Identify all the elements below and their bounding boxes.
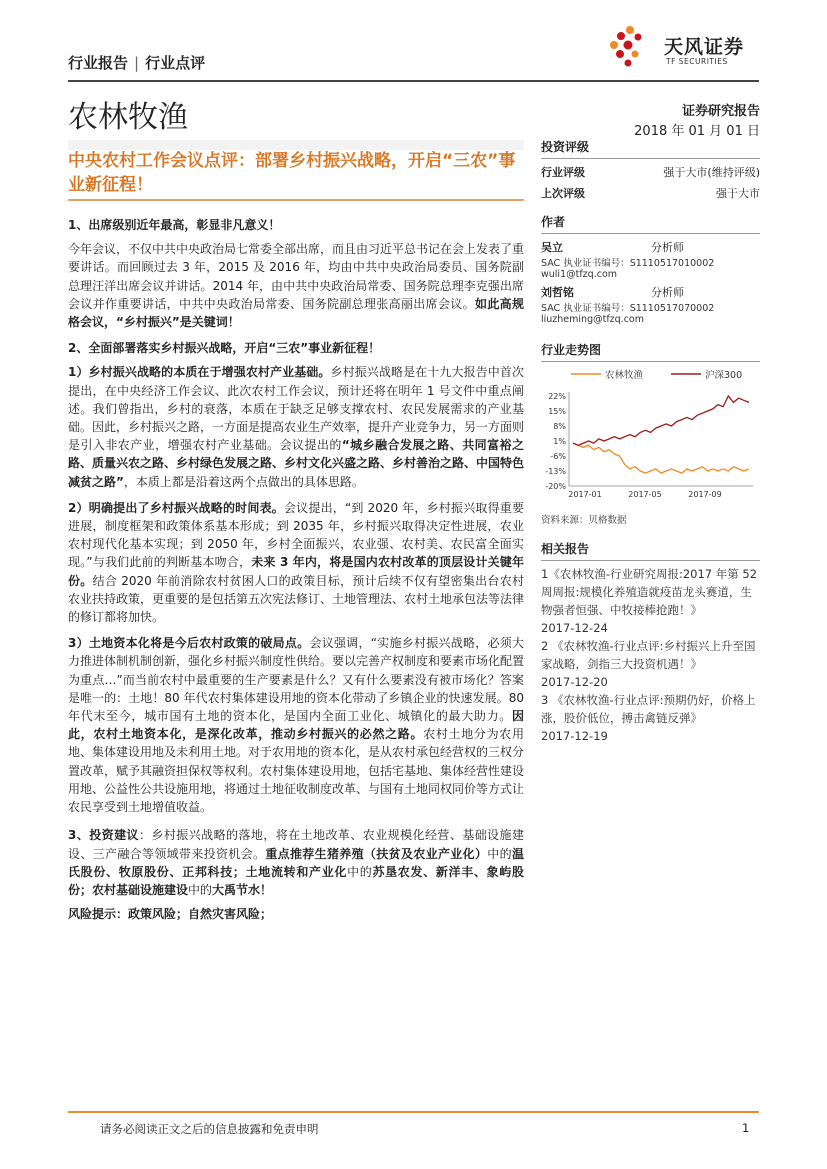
analyst-sac: SAC 执业证书编号：S1110517070002 — [541, 303, 715, 314]
breadcrumb-commentary: 行业点评 — [145, 54, 206, 72]
analyst-name: 吴立 — [541, 241, 563, 254]
sector-title: 农林牧渔 — [68, 100, 188, 135]
section-1-highlight: 如此高规格会议，“乡村振兴”是关键词！ — [68, 296, 524, 330]
point-2-heading: 2）明确提出了乡村振兴战略的时间表。 — [68, 500, 284, 515]
analyst-title: 分析师 — [651, 241, 684, 254]
author-divider — [541, 233, 760, 234]
related-divider — [541, 560, 760, 561]
breadcrumb-report: 行业报告 — [68, 54, 129, 72]
related-item[interactable] — [541, 637, 760, 691]
related-item[interactable] — [541, 565, 760, 637]
related-item-date: 2017-12-24 — [541, 621, 608, 635]
legend-label: 沪深300 — [705, 370, 743, 381]
series-line — [573, 396, 749, 445]
breadcrumb — [68, 52, 205, 73]
point-1-heading: 1）乡村振兴战略的本质在于增强农村产业基础。 — [68, 365, 331, 380]
related-item-title[interactable]: 1《农林牧渔-行业研究周报:2017 年第 52 周周报:规模化养殖造就疫苗龙头赛道，生物强者恒强、中牧接棒抢跑！》 — [541, 567, 758, 617]
point-1-highlight: “城乡融合发展之路、共同富裕之路、质量兴农之路、乡村绿色发展之路、乡村文化兴盛之路、乡村善治之路、中国特色减贫之路” — [68, 438, 525, 489]
y-tick-label: 8% — [553, 422, 566, 431]
analyst-title: 分析师 — [651, 286, 684, 299]
related-heading: 相关报告 — [541, 542, 590, 556]
report-body — [68, 208, 524, 929]
analyst-sac: SAC 执业证书编号：S1110517010002 — [541, 258, 715, 269]
y-tick-label: 15% — [548, 407, 566, 416]
related-item-date: 2017-12-19 — [541, 729, 608, 743]
trend-panel — [541, 341, 760, 362]
x-tick-label: 2017-01 — [568, 490, 602, 499]
section-2-heading: 2、全面部署落实乡村振兴战略，开启“三农”事业新征程！ — [68, 341, 381, 356]
report-date: 2018 年 01 月 01 日 — [634, 124, 760, 139]
x-tick-label: 2017-05 — [628, 490, 662, 499]
header-divider — [68, 80, 759, 82]
related-item-title[interactable]: 3 《农林牧渔-行业点评:预期仍好，价格上涨，股价低位，搏击禽链反弹》 — [541, 693, 756, 725]
industry-trend-chart — [541, 362, 760, 502]
investment-advice-heading: 3、投资建议 — [68, 828, 139, 843]
rating-divider — [541, 158, 760, 159]
tf-securities-logo — [608, 22, 668, 72]
y-tick-label: -13% — [545, 467, 566, 476]
analyst-card — [541, 239, 760, 280]
point-2-paragraph: 2）明确提出了乡村振兴战略的时间表。会议提出，“到 2020 年，乡村振兴取得重要进展，制度框架和政策体系基本形成；到 2035 年，乡村振兴取得决定性进展，农业农村现代化基本实现；到 2050 年，乡村全面振兴，农业强、农村美、农民富全面实现。”与我们此前的判断基本吻合，未来 3 年内，将是国内农村改革的顶层设计关键年份。结合 2020 年前消除农村贫困人口的政策目标，预计后续不仅有望密集出台农村农业扶持政策，更重要的是包括第五次宪法修订、土地管理法、农村土地承包法等法律的修订都将加快。 — [68, 500, 525, 625]
related-item[interactable] — [541, 691, 760, 745]
report-title: 中央农村工作会议点评：部署乡村振兴战略，开启“三农”事业新征程！ — [68, 151, 516, 195]
prev-rating-label: 上次评级 — [541, 187, 585, 200]
breadcrumb-separator: | — [134, 54, 140, 72]
footer-divider — [68, 1111, 759, 1113]
y-tick-label: -20% — [545, 482, 566, 491]
author-heading: 作者 — [541, 215, 566, 229]
related-item-title[interactable]: 2 《农林牧渔-行业点评:乡村振兴上升至国家战略，剑指三大投资机遇！》 — [541, 639, 756, 671]
y-tick-label: 22% — [548, 392, 566, 401]
industry-rating-label: 行业评级 — [541, 166, 585, 179]
chart-source: 资料来源：贝格数据 — [541, 515, 627, 526]
risk-warning: 风险提示：政策风险；自然灾害风险； — [68, 907, 273, 922]
logo-name-en: TF SECURITIES — [666, 57, 728, 66]
y-tick-label: 1% — [553, 437, 566, 446]
y-tick-label: -6% — [550, 452, 566, 461]
page-number: 1 — [742, 1121, 750, 1135]
footer-disclaimer: 请务必阅读正文之后的信息披露和免责申明 — [100, 1122, 319, 1136]
rating-heading: 投资评级 — [541, 140, 590, 154]
title-divider — [68, 199, 524, 201]
point-3-heading: 3）土地资本化将是今后农村政策的破局点。 — [68, 636, 310, 651]
author-panel — [541, 213, 760, 325]
related-panel — [541, 540, 760, 745]
trend-heading: 行业走势图 — [541, 343, 602, 357]
report-type: 证券研究报告 — [681, 104, 760, 119]
section-1-heading: 1、出席级别近年最高，彰显非凡意义！ — [68, 218, 281, 232]
logo-name-cn: 天风证券 — [664, 36, 745, 58]
point-2-highlight: 未来 3 年内，将是国内农村改革的顶层设计关键年份。 — [68, 555, 524, 588]
investment-advice-paragraph: 3、投资建议：乡村振兴战略的落地，将在土地改革、农业规模化经营、基础设施建设、三产融合等领域带来投资机会。重点推荐生猪养殖（扶贫及农业产业化）中的温氏股份、牧原股份、正邦科技；土地流转和产业化中的苏垦农发、新洋丰、象屿股份；农村基础设施建设中的大禹节水！ — [68, 828, 524, 897]
prev-rating-row — [541, 185, 760, 201]
point-3-paragraph: 3）土地资本化将是今后农村政策的破局点。会议强调，“实施乡村振兴战略，必须大力推进体制机制创新，强化乡村振兴制度性供给。要以完善产权制度和要素市场化配置为重点…”而当前农村中最重要的生产要素是什么？又有什么要素没有被市场化？答案是唯一的：土地！80 年代农村集体建设用地的资本化带动了乡镇企业的快速发展。80 年代末至今，城市国有土地的资本化，是国内全面工业化、城镇化的最大助力。因此，农村土地资本化，是深化改革，推动乡村振兴的必然之路。农村土地分为农用地、集体建设用地及未利用土地。对于农用地的资本化，是从农村承包经营权的三权分置改革，赋予其融资担保权等权利。农村集体建设用地，包括宅基地、集体经营性建设用地、公益性公共设施用地，将通过土地征收制度改革、与国有土地同权同价等方式让农民享受到土地增值收益。 — [68, 636, 525, 815]
series-line — [573, 443, 749, 473]
analyst-name: 刘哲铭 — [541, 286, 574, 299]
prev-rating-value: 强于大市 — [716, 187, 760, 200]
analyst-email[interactable]: wuli1@tfzq.com — [541, 269, 618, 280]
point-1-paragraph: 1）乡村振兴战略的本质在于增强农村产业基础。乡村振兴战略是在十九大报告中首次提出，在中央经济工作会议、此次农村工作会议，预计还将在明年 1 号文件中重点阐述。我们曾指出，乡村的衰落，本质在于缺乏足够支撑农村、农民发展需求的产业基础。因此，乡村振兴之路，一方面是提高农业生产效率，提升产业竞争力，另一方面则是引入非农产业，增强农村产业基础。会议提出的“城乡融合发展之路、共同富裕之路、质量兴农之路、乡村绿色发展之路、乡村文化兴盛之路、乡村善治之路、中国特色减贫之路”，本质上都是沿着这两个点做出的具体思路。 — [68, 365, 525, 489]
analyst-email[interactable]: liuzheming@tfzq.com — [541, 314, 644, 325]
related-item-date: 2017-12-20 — [541, 675, 608, 689]
industry-rating-value: 强于大市(维持评级) — [663, 166, 760, 179]
analyst-card — [541, 284, 760, 325]
industry-rating-row — [541, 164, 760, 180]
x-tick-label: 2017-09 — [688, 490, 722, 499]
rating-panel — [541, 138, 760, 201]
legend-label: 农林牧渔 — [605, 370, 644, 381]
section-1-paragraph: 今年会议，不仅中共中央政治局七常委全部出席，而且由习近平总书记在会上发表了重要讲话。而回顾过去 3 年，2015 及 2016 年，均由中共中央政治局委员、国务院副总理汪洋出席会议并讲话。2014 年，由中共中央政治局常委、国务院总理李克强出席会议并作重要讲话，中共中央政治局常委、国务院副总理张高丽出席会议。如此高规格会议，“乡村振兴”是关键词！ — [68, 242, 525, 330]
point-3-highlight: 因此，农村土地资本化，是深化改革，推动乡村振兴的必然之路。 — [68, 709, 524, 742]
related-list — [541, 565, 760, 745]
